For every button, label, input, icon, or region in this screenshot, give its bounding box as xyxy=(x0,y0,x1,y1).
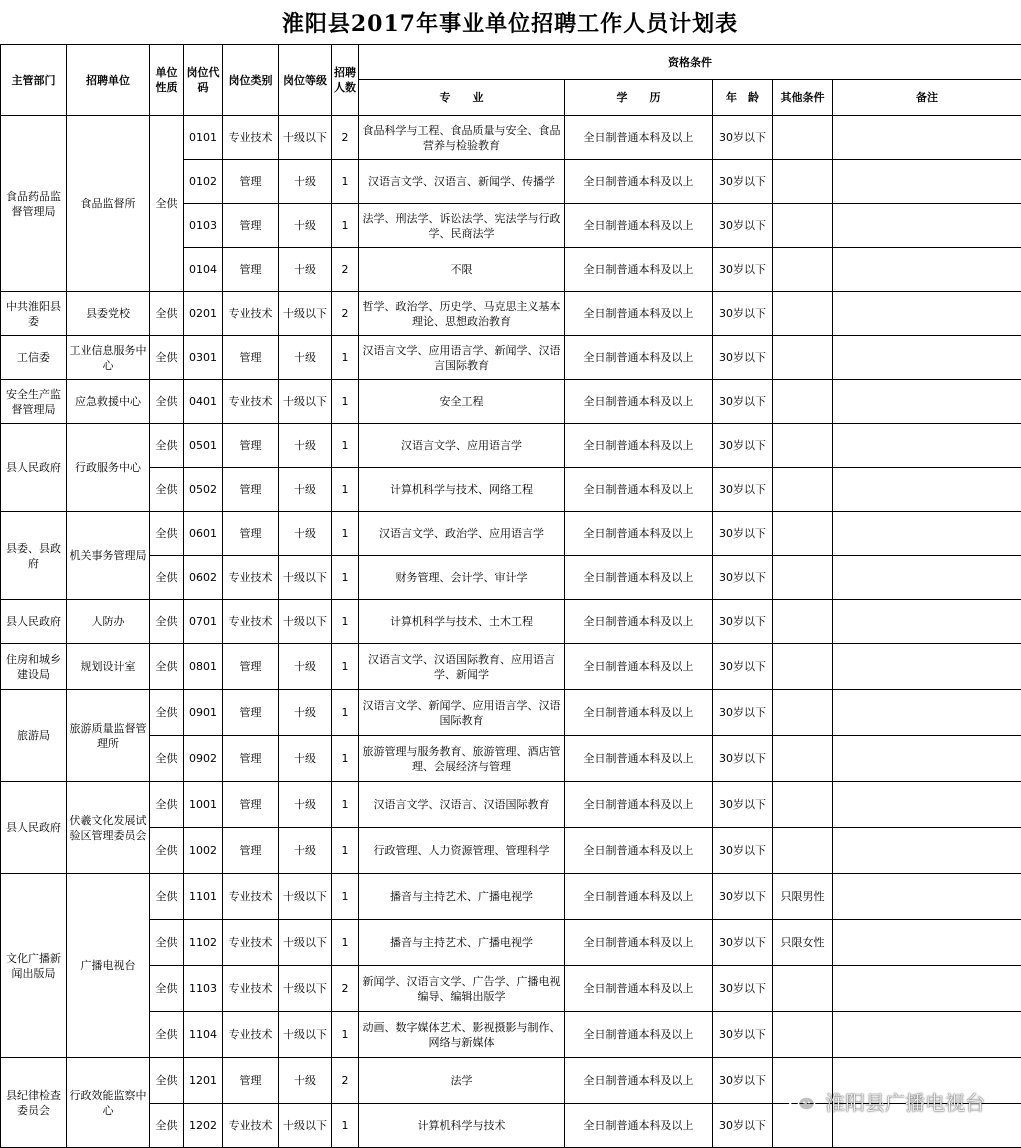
code-cell: 0103 xyxy=(184,204,223,248)
dept-cell: 食品药品监督管理局 xyxy=(1,116,67,292)
remark-cell xyxy=(833,920,1021,966)
level-cell: 十级以下 xyxy=(279,920,332,966)
major-cell: 哲学、政治学、历史学、马克思主义基本理论、思想政治教育 xyxy=(359,292,565,336)
nature-cell: 全供 xyxy=(150,782,184,828)
table-row xyxy=(1,690,1021,736)
age-cell: 30岁以下 xyxy=(713,336,773,380)
nature-cell: 全供 xyxy=(150,336,184,380)
level-cell: 十级 xyxy=(279,204,332,248)
remark-cell xyxy=(833,116,1021,160)
level-cell: 十级 xyxy=(279,336,332,380)
education-cell: 全日制普通本科及以上 xyxy=(565,782,713,828)
education-cell: 全日制普通本科及以上 xyxy=(565,248,713,292)
category-cell: 专业技术 xyxy=(223,1012,279,1058)
count-cell: 1 xyxy=(332,828,359,874)
code-cell: 0502 xyxy=(184,468,223,512)
other-cell: 只限男性 xyxy=(773,874,833,920)
code-cell: 1201 xyxy=(184,1058,223,1104)
code-cell: 0601 xyxy=(184,512,223,556)
major-cell: 汉语言文学、应用语言学、新闻学、汉语言国际教育 xyxy=(359,336,565,380)
education-cell: 全日制普通本科及以上 xyxy=(565,1104,713,1148)
age-cell: 30岁以下 xyxy=(713,380,773,424)
age-cell: 30岁以下 xyxy=(713,116,773,160)
level-cell: 十级 xyxy=(279,248,332,292)
remark-cell xyxy=(833,690,1021,736)
dept-cell: 县委、县政府 xyxy=(1,512,67,600)
education-cell: 全日制普通本科及以上 xyxy=(565,424,713,468)
age-cell: 30岁以下 xyxy=(713,644,773,690)
other-cell xyxy=(773,600,833,644)
level-cell: 十级 xyxy=(279,690,332,736)
age-cell: 30岁以下 xyxy=(713,292,773,336)
remark-cell xyxy=(833,1012,1021,1058)
remark-cell xyxy=(833,1104,1021,1148)
remark-cell xyxy=(833,336,1021,380)
education-cell: 全日制普通本科及以上 xyxy=(565,600,713,644)
nature-cell: 全供 xyxy=(150,512,184,556)
age-cell: 30岁以下 xyxy=(713,204,773,248)
unit-cell: 广播电视台 xyxy=(67,874,150,1058)
nature-cell: 全供 xyxy=(150,966,184,1012)
dept-cell: 中共淮阳县委 xyxy=(1,292,67,336)
recruitment-table xyxy=(0,44,1021,1148)
category-cell: 管理 xyxy=(223,468,279,512)
age-cell: 30岁以下 xyxy=(713,736,773,782)
header-nature: 单位性质 xyxy=(150,45,184,116)
unit-cell: 规划设计室 xyxy=(67,644,150,690)
age-cell: 30岁以下 xyxy=(713,556,773,600)
code-cell: 0501 xyxy=(184,424,223,468)
remark-cell xyxy=(833,828,1021,874)
table-row xyxy=(1,1104,1021,1148)
remark-cell xyxy=(833,204,1021,248)
level-cell: 十级 xyxy=(279,736,332,782)
code-cell: 1102 xyxy=(184,920,223,966)
education-cell: 全日制普通本科及以上 xyxy=(565,644,713,690)
dept-cell: 住房和城乡建设局 xyxy=(1,644,67,690)
remark-cell xyxy=(833,512,1021,556)
other-cell xyxy=(773,116,833,160)
major-cell: 汉语言文学、应用语言学 xyxy=(359,424,565,468)
count-cell: 1 xyxy=(332,512,359,556)
education-cell: 全日制普通本科及以上 xyxy=(565,556,713,600)
category-cell: 专业技术 xyxy=(223,292,279,336)
header-count: 招聘人数 xyxy=(332,45,359,116)
remark-cell xyxy=(833,1058,1021,1104)
level-cell: 十级以下 xyxy=(279,1104,332,1148)
header-row-1 xyxy=(1,45,1021,80)
unit-cell: 伏羲文化发展试验区管理委员会 xyxy=(67,782,150,874)
code-cell: 0602 xyxy=(184,556,223,600)
nature-cell: 全供 xyxy=(150,644,184,690)
level-cell: 十级 xyxy=(279,828,332,874)
other-cell xyxy=(773,690,833,736)
age-cell: 30岁以下 xyxy=(713,966,773,1012)
category-cell: 管理 xyxy=(223,248,279,292)
level-cell: 十级 xyxy=(279,160,332,204)
category-cell: 管理 xyxy=(223,690,279,736)
category-cell: 专业技术 xyxy=(223,874,279,920)
major-cell: 法学、刑法学、诉讼法学、宪法学与行政学、民商法学 xyxy=(359,204,565,248)
category-cell: 专业技术 xyxy=(223,920,279,966)
major-cell: 播音与主持艺术、广播电视学 xyxy=(359,874,565,920)
category-cell: 管理 xyxy=(223,160,279,204)
table-row xyxy=(1,1012,1021,1058)
header-other: 其他条件 xyxy=(773,80,833,116)
education-cell: 全日制普通本科及以上 xyxy=(565,736,713,782)
remark-cell xyxy=(833,424,1021,468)
level-cell: 十级以下 xyxy=(279,116,332,160)
nature-cell: 全供 xyxy=(150,828,184,874)
code-cell: 0301 xyxy=(184,336,223,380)
level-cell: 十级 xyxy=(279,1058,332,1104)
unit-cell: 行政效能监察中心 xyxy=(67,1058,150,1148)
major-cell: 法学 xyxy=(359,1058,565,1104)
code-cell: 0902 xyxy=(184,736,223,782)
remark-cell xyxy=(833,292,1021,336)
nature-cell: 全供 xyxy=(150,292,184,336)
code-cell: 0401 xyxy=(184,380,223,424)
nature-cell: 全供 xyxy=(150,920,184,966)
header-education: 学 历 xyxy=(565,80,713,116)
age-cell: 30岁以下 xyxy=(713,160,773,204)
category-cell: 管理 xyxy=(223,424,279,468)
count-cell: 1 xyxy=(332,160,359,204)
dept-cell: 县人民政府 xyxy=(1,782,67,874)
level-cell: 十级以下 xyxy=(279,556,332,600)
remark-cell xyxy=(833,966,1021,1012)
age-cell: 30岁以下 xyxy=(713,1104,773,1148)
other-cell xyxy=(773,782,833,828)
education-cell: 全日制普通本科及以上 xyxy=(565,874,713,920)
age-cell: 30岁以下 xyxy=(713,248,773,292)
count-cell: 2 xyxy=(332,248,359,292)
level-cell: 十级 xyxy=(279,644,332,690)
major-cell: 播音与主持艺术、广播电视学 xyxy=(359,920,565,966)
remark-cell xyxy=(833,600,1021,644)
major-cell: 计算机科学与技术、网络工程 xyxy=(359,468,565,512)
dept-cell: 文化广播新闻出版局 xyxy=(1,874,67,1058)
table-row xyxy=(1,782,1021,828)
other-cell xyxy=(773,966,833,1012)
other-cell xyxy=(773,1104,833,1148)
age-cell: 30岁以下 xyxy=(713,1012,773,1058)
level-cell: 十级以下 xyxy=(279,874,332,920)
age-cell: 30岁以下 xyxy=(713,782,773,828)
major-cell: 新闻学、汉语言文学、广告学、广播电视编导、编辑出版学 xyxy=(359,966,565,1012)
major-cell: 行政管理、人力资源管理、管理科学 xyxy=(359,828,565,874)
category-cell: 专业技术 xyxy=(223,600,279,644)
code-cell: 0801 xyxy=(184,644,223,690)
table-row xyxy=(1,644,1021,690)
major-cell: 汉语言文学、汉语国际教育、应用语言学、新闻学 xyxy=(359,644,565,690)
code-cell: 0201 xyxy=(184,292,223,336)
level-cell: 十级 xyxy=(279,512,332,556)
dept-cell: 旅游局 xyxy=(1,690,67,782)
nature-cell: 全供 xyxy=(150,874,184,920)
other-cell xyxy=(773,204,833,248)
header-qualification: 资格条件 xyxy=(359,45,1021,80)
other-cell xyxy=(773,248,833,292)
header-major: 专 业 xyxy=(359,80,565,116)
nature-cell: 全供 xyxy=(150,556,184,600)
education-cell: 全日制普通本科及以上 xyxy=(565,966,713,1012)
count-cell: 1 xyxy=(332,600,359,644)
level-cell: 十级以下 xyxy=(279,380,332,424)
count-cell: 1 xyxy=(332,424,359,468)
major-cell: 汉语言文学、汉语言、新闻学、传播学 xyxy=(359,160,565,204)
code-cell: 1103 xyxy=(184,966,223,1012)
category-cell: 管理 xyxy=(223,204,279,248)
count-cell: 1 xyxy=(332,920,359,966)
category-cell: 专业技术 xyxy=(223,556,279,600)
count-cell: 1 xyxy=(332,1104,359,1148)
level-cell: 十级以下 xyxy=(279,966,332,1012)
nature-cell: 全供 xyxy=(150,1058,184,1104)
nature-cell: 全供 xyxy=(150,690,184,736)
dept-cell: 工信委 xyxy=(1,336,67,380)
count-cell: 1 xyxy=(332,556,359,600)
table-row xyxy=(1,556,1021,600)
major-cell: 动画、数字媒体艺术、影视摄影与制作、网络与新媒体 xyxy=(359,1012,565,1058)
major-cell: 旅游管理与服务教育、旅游管理、酒店管理、会展经济与管理 xyxy=(359,736,565,782)
education-cell: 全日制普通本科及以上 xyxy=(565,920,713,966)
count-cell: 2 xyxy=(332,116,359,160)
count-cell: 1 xyxy=(332,336,359,380)
education-cell: 全日制普通本科及以上 xyxy=(565,204,713,248)
education-cell: 全日制普通本科及以上 xyxy=(565,160,713,204)
education-cell: 全日制普通本科及以上 xyxy=(565,512,713,556)
education-cell: 全日制普通本科及以上 xyxy=(565,116,713,160)
table-row xyxy=(1,1058,1021,1104)
header-age: 年 龄 xyxy=(713,80,773,116)
age-cell: 30岁以下 xyxy=(713,424,773,468)
count-cell: 1 xyxy=(332,644,359,690)
count-cell: 1 xyxy=(332,204,359,248)
other-cell xyxy=(773,1058,833,1104)
category-cell: 专业技术 xyxy=(223,380,279,424)
age-cell: 30岁以下 xyxy=(713,512,773,556)
age-cell: 30岁以下 xyxy=(713,600,773,644)
other-cell xyxy=(773,160,833,204)
count-cell: 1 xyxy=(332,736,359,782)
level-cell: 十级以下 xyxy=(279,1012,332,1058)
category-cell: 管理 xyxy=(223,644,279,690)
education-cell: 全日制普通本科及以上 xyxy=(565,468,713,512)
code-cell: 1104 xyxy=(184,1012,223,1058)
nature-cell: 全供 xyxy=(150,380,184,424)
remark-cell xyxy=(833,468,1021,512)
unit-cell: 行政服务中心 xyxy=(67,424,150,512)
code-cell: 0701 xyxy=(184,600,223,644)
nature-cell: 全供 xyxy=(150,736,184,782)
nature-cell: 全供 xyxy=(150,468,184,512)
dept-cell: 安全生产监督管理局 xyxy=(1,380,67,424)
dept-cell: 县纪律检查委员会 xyxy=(1,1058,67,1148)
other-cell xyxy=(773,336,833,380)
other-cell xyxy=(773,380,833,424)
remark-cell xyxy=(833,644,1021,690)
unit-cell: 应急救援中心 xyxy=(67,380,150,424)
table-row xyxy=(1,380,1021,424)
dept-cell: 县人民政府 xyxy=(1,600,67,644)
table-row xyxy=(1,600,1021,644)
header-category: 岗位类别 xyxy=(223,45,279,116)
education-cell: 全日制普通本科及以上 xyxy=(565,828,713,874)
age-cell: 30岁以下 xyxy=(713,874,773,920)
education-cell: 全日制普通本科及以上 xyxy=(565,292,713,336)
count-cell: 1 xyxy=(332,1012,359,1058)
category-cell: 专业技术 xyxy=(223,116,279,160)
education-cell: 全日制普通本科及以上 xyxy=(565,1012,713,1058)
count-cell: 1 xyxy=(332,690,359,736)
unit-cell: 县委党校 xyxy=(67,292,150,336)
count-cell: 1 xyxy=(332,782,359,828)
code-cell: 1101 xyxy=(184,874,223,920)
header-dept: 主管部门 xyxy=(1,45,67,116)
education-cell: 全日制普通本科及以上 xyxy=(565,380,713,424)
count-cell: 2 xyxy=(332,292,359,336)
other-cell xyxy=(773,512,833,556)
other-cell xyxy=(773,556,833,600)
level-cell: 十级 xyxy=(279,468,332,512)
code-cell: 1202 xyxy=(184,1104,223,1148)
nature-cell: 全供 xyxy=(150,1104,184,1148)
education-cell: 全日制普通本科及以上 xyxy=(565,336,713,380)
other-cell xyxy=(773,828,833,874)
other-cell xyxy=(773,292,833,336)
header-unit: 招聘单位 xyxy=(67,45,150,116)
page-title: 淮阳县2017年事业单位招聘工作人员计划表 xyxy=(0,0,1020,44)
count-cell: 1 xyxy=(332,468,359,512)
major-cell: 不限 xyxy=(359,248,565,292)
unit-cell: 食品监督所 xyxy=(67,116,150,292)
count-cell: 2 xyxy=(332,1058,359,1104)
count-cell: 1 xyxy=(332,874,359,920)
unit-cell: 工业信息服务中心 xyxy=(67,336,150,380)
table-row xyxy=(1,736,1021,782)
category-cell: 管理 xyxy=(223,736,279,782)
education-cell: 全日制普通本科及以上 xyxy=(565,1058,713,1104)
code-cell: 1001 xyxy=(184,782,223,828)
level-cell: 十级以下 xyxy=(279,292,332,336)
age-cell: 30岁以下 xyxy=(713,468,773,512)
dept-cell: 县人民政府 xyxy=(1,424,67,512)
nature-cell: 全供 xyxy=(150,424,184,468)
unit-cell: 旅游质量监督管理所 xyxy=(67,690,150,782)
category-cell: 管理 xyxy=(223,1058,279,1104)
category-cell: 管理 xyxy=(223,828,279,874)
remark-cell xyxy=(833,248,1021,292)
watermark-text: 淮阳县广播电视台 xyxy=(825,1087,985,1116)
other-cell xyxy=(773,468,833,512)
code-cell: 0104 xyxy=(184,248,223,292)
remark-cell xyxy=(833,556,1021,600)
major-cell: 计算机科学与技术、土木工程 xyxy=(359,600,565,644)
category-cell: 专业技术 xyxy=(223,966,279,1012)
remark-cell xyxy=(833,782,1021,828)
major-cell: 汉语言文学、新闻学、应用语言学、汉语国际教育 xyxy=(359,690,565,736)
other-cell xyxy=(773,424,833,468)
other-cell xyxy=(773,1012,833,1058)
category-cell: 管理 xyxy=(223,336,279,380)
age-cell: 30岁以下 xyxy=(713,920,773,966)
nature-cell: 全供 xyxy=(150,600,184,644)
table-row xyxy=(1,336,1021,380)
age-cell: 30岁以下 xyxy=(713,828,773,874)
unit-cell: 机关事务管理局 xyxy=(67,512,150,600)
header-remark: 备注 xyxy=(833,80,1021,116)
level-cell: 十级 xyxy=(279,782,332,828)
major-cell: 汉语言文学、政治学、应用语言学 xyxy=(359,512,565,556)
table-row xyxy=(1,116,1021,160)
nature-cell: 全供 xyxy=(150,1012,184,1058)
category-cell: 管理 xyxy=(223,782,279,828)
code-cell: 0102 xyxy=(184,160,223,204)
remark-cell xyxy=(833,160,1021,204)
header-code: 岗位代码 xyxy=(184,45,223,116)
table-row xyxy=(1,966,1021,1012)
age-cell: 30岁以下 xyxy=(713,1058,773,1104)
remark-cell xyxy=(833,380,1021,424)
table-row xyxy=(1,828,1021,874)
nature-cell: 全供 xyxy=(150,116,184,292)
category-cell: 专业技术 xyxy=(223,1104,279,1148)
code-cell: 0101 xyxy=(184,116,223,160)
table-row xyxy=(1,292,1021,336)
table-row xyxy=(1,468,1021,512)
table-row xyxy=(1,424,1021,468)
count-cell: 2 xyxy=(332,966,359,1012)
education-cell: 全日制普通本科及以上 xyxy=(565,690,713,736)
category-cell: 管理 xyxy=(223,512,279,556)
other-cell: 只限女性 xyxy=(773,920,833,966)
major-cell: 安全工程 xyxy=(359,380,565,424)
unit-cell: 人防办 xyxy=(67,600,150,644)
age-cell: 30岁以下 xyxy=(713,690,773,736)
other-cell xyxy=(773,736,833,782)
major-cell: 汉语言文学、汉语言、汉语国际教育 xyxy=(359,782,565,828)
table-row xyxy=(1,874,1021,920)
header-level: 岗位等级 xyxy=(279,45,332,116)
remark-cell xyxy=(833,874,1021,920)
other-cell xyxy=(773,644,833,690)
level-cell: 十级以下 xyxy=(279,600,332,644)
count-cell: 1 xyxy=(332,380,359,424)
code-cell: 1002 xyxy=(184,828,223,874)
remark-cell xyxy=(833,736,1021,782)
major-cell: 计算机科学与技术 xyxy=(359,1104,565,1148)
code-cell: 0901 xyxy=(184,690,223,736)
major-cell: 食品科学与工程、食品质量与安全、食品营养与检验教育 xyxy=(359,116,565,160)
level-cell: 十级 xyxy=(279,424,332,468)
major-cell: 财务管理、会计学、审计学 xyxy=(359,556,565,600)
table-row xyxy=(1,512,1021,556)
table-row xyxy=(1,920,1021,966)
